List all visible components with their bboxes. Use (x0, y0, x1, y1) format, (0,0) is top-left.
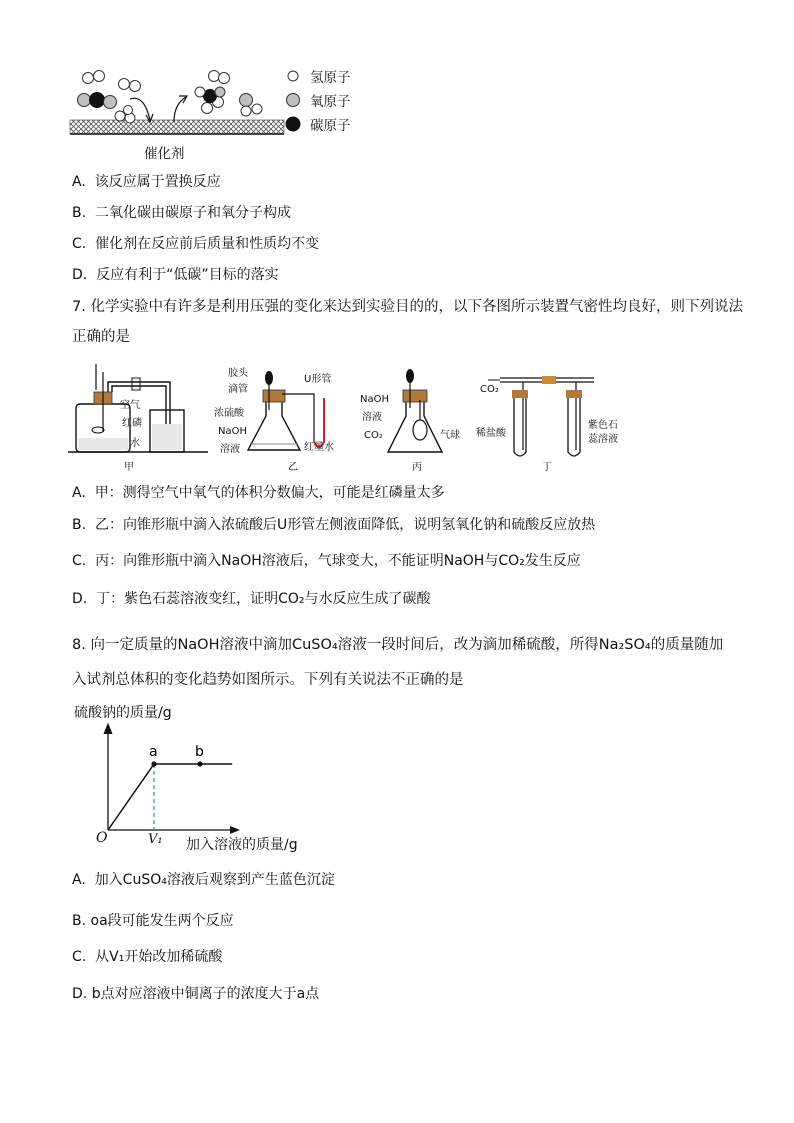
chart-x-tick-v1: V₁ (148, 832, 163, 847)
q7-option-a: A. 甲：测得空气中氧气的体积分数偏大，可能是红磷量太多 (72, 485, 445, 501)
ding-litmus-label-1: 紫色石 (588, 420, 618, 431)
q6-option-c: C. 催化剂在反应前后质量和性质均不变 (72, 236, 320, 252)
y-axis-arrow-icon (104, 724, 112, 734)
oxygen-atom (78, 94, 91, 107)
yi-naoh-label: NaOH (218, 426, 247, 437)
bing-co2-label: CO₂ (364, 430, 383, 441)
q8-chart (72, 700, 352, 860)
ding-co2-label: CO₂ (480, 384, 499, 395)
x-axis-arrow-icon (230, 826, 240, 834)
jia-red-phosphorus-label: 红磷 (122, 418, 142, 429)
ding-hcl-label: 稀盐酸 (476, 428, 506, 439)
jia-air-label: 空气 (120, 400, 140, 411)
carbon-legend-icon (285, 116, 303, 134)
bing-caption: 丙 (412, 462, 422, 473)
series-line (108, 764, 232, 830)
q7-apparatus-figures (68, 360, 618, 473)
yi-acid-label: 浓硫酸 (214, 408, 244, 419)
hydrogen-legend-icon (286, 69, 302, 85)
apparatus-svg (68, 360, 608, 472)
carbon-atom (90, 93, 105, 108)
yi-dropper-label: 胶头 (228, 368, 248, 379)
catalyst-label: 催化剂 (144, 146, 185, 162)
bing-solution-label: 溶液 (362, 412, 382, 423)
bing-balloon-label: 气球 (440, 430, 460, 441)
yi-ink-label: 红墨水 (304, 442, 334, 453)
q8-option-b: B. oa段可能发生两个反应 (72, 913, 234, 929)
q8-option-d: D. b点对应溶液中铜离子的浓度大于a点 (72, 986, 320, 1002)
q6-option-a: A. 该反应属于置换反应 (72, 174, 221, 190)
ding-litmus-label-2: 蕊溶液 (588, 434, 618, 445)
q7-stem-line1: 7. 化学实验中有许多是利用压强的变化来达到实验目的的，以下各图所示装置气密性均良好，则下列说法 (72, 299, 743, 315)
q8-stem-line1: 8. 向一定质量的NaOH溶液中滴加CuSO₄溶液一段时间后，改为滴加稀硫酸，所得Na₂SO₄的质量随加 (72, 637, 724, 653)
bing-naoh-label: NaOH (360, 394, 389, 405)
q7-option-c: C. 丙：向锥形瓶中滴入NaOH溶液后，气球变大，不能证明NaOH与CO₂发生反应 (72, 553, 581, 569)
yi-dropper-label-2: 滴管 (228, 384, 248, 395)
yi-caption: 乙 (288, 462, 298, 473)
apparatus-ding (488, 376, 594, 456)
q8-option-a: A. 加入CuSO₄溶液后观察到产生蓝色沉淀 (72, 872, 335, 888)
q7-option-b: B. 乙：向锥形瓶中滴入浓硫酸后U形管左侧液面降低，说明氢氧化钠和硫酸反应放热 (72, 517, 596, 533)
jia-water-label: 水 (130, 438, 140, 449)
q7-option-d: D. 丁：紫色石蕊溶液变红，证明CO₂与水反应生成了碳酸 (72, 591, 431, 607)
yi-solution-label: 溶液 (220, 444, 240, 455)
oxygen-legend-icon (285, 92, 303, 110)
hydrogen-atom (83, 73, 94, 84)
ding-caption: 丁 (542, 462, 552, 473)
q6-option-d: D. 反应有利于“低碳”目标的落实 (72, 267, 279, 283)
q7-stem-line2: 正确的是 (72, 329, 130, 345)
atom-legend: 氢原子 氧原子 碳原子 (284, 66, 404, 138)
apparatus-bing (388, 369, 442, 452)
point-b (197, 761, 202, 766)
q6-option-b: B. 二氧化碳由碳原子和氧分子构成 (72, 205, 291, 221)
point-a (151, 761, 156, 766)
chart-ylabel: 硫酸钠的质量/g (74, 705, 172, 721)
q8-stem-line2: 入试剂总体积的变化趋势如图所示。下列有关说法不正确的是 (72, 672, 464, 688)
chart-xlabel: 加入溶液的质量/g (186, 837, 298, 853)
q8-option-c: C. 从V₁开始改加稀硫酸 (72, 949, 223, 965)
chart-origin-label: O (96, 830, 108, 846)
yi-utube-label: U形管 (304, 374, 332, 385)
point-a-label: a (149, 744, 158, 760)
catalyst-surface (70, 120, 284, 134)
jia-caption: 甲 (124, 462, 134, 473)
point-b-label: b (195, 744, 204, 760)
